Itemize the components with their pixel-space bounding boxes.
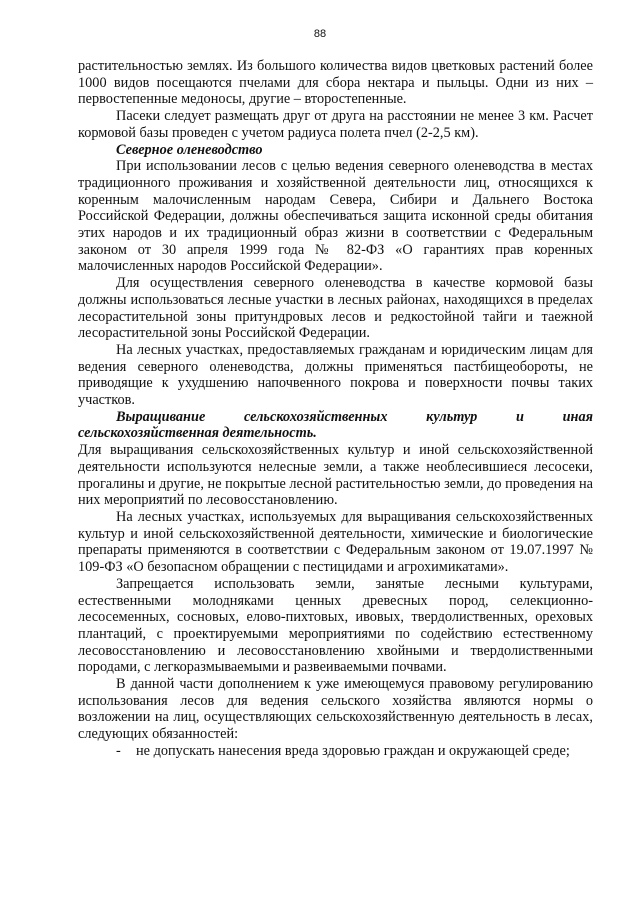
document-body <box>78 58 593 760</box>
heading-agriculture: Выращивание сельскохозяйственных культур и иная сельскохозяйственная деятельность. <box>78 408 593 442</box>
paragraph-reindeer-2: Для осуществления северного оленеводства в качестве кормовой базы должны использоваться лесные участки в лесных районах, находящихся в пределах лесорастительной зоны притундровых лесов и редкостойной тайги и таежной лесорастительной зоны Российской Федерации. <box>78 275 593 342</box>
paragraph-agriculture-4: В данной части дополнением к уже имеющемуся правовому регулированию использования лесов для ведения сельского хозяйства являются нормы о возложении на лиц, осуществляющих сельскохозяйственную деятельность в лесах, следующих обязанностей: <box>78 676 593 743</box>
paragraph-reindeer-3: На лесных участках, предоставляемых гражданам и юридическим лицам для ведения северного оленеводства, должны применяться пастбищеобороты, не приводящие к ухудшению напочвенного покрова и поверхности почвы таких участков. <box>78 341 593 409</box>
list-item-text: не допускать нанесения вреда здоровью граждан и окружающей среде; <box>136 742 570 759</box>
paragraph-agriculture-2: На лесных участках, используемых для выращивания сельскохозяйственных культур и иной сельскохозяйственной деятельности, химические и биологические препараты применяются в соответствии с Федеральным законом от 19.07.1997 № 109-ФЗ «О безопасном обращении с пестицидами и агрохимикатами». <box>78 508 593 576</box>
paragraph-agriculture-1: Для выращивания сельскохозяйственных культур и иной сельскохозяйственной деятельности используются нелесные земли, а также необлесившиеся лесосеки, прогалины и другие, не покрытые лесной растительностью земли, до проведения на них мероприятий по лесовосстановлению. <box>78 442 593 509</box>
paragraph-apiaries: Пасеки следует размещать друг от друга на расстоянии не менее 3 км. Расчет кормовой базы проведен с учетом радиуса полета пчел (2-2,5 км). <box>78 108 593 141</box>
list-item-obligation <box>78 743 593 760</box>
obligations-list <box>78 743 593 760</box>
page-number: 88 <box>313 28 327 40</box>
list-bullet-dash: - <box>116 742 121 759</box>
paragraph-continuation: растительностью землях. Из большого количества видов цветковых растений более 1000 видов посещаются пчелами для сбора нектара и пыльцы. Одни из них – первостепенные медоносы, другие – второстепенные. <box>78 58 593 108</box>
heading-reindeer: Северное оленеводство <box>116 141 263 158</box>
paragraph-agriculture-3: Запрещается использовать земли, занятые лесными культурами, естественными молодняками ценных древесных пород, селекционно-лесосеменных, сосновых, елово-пихтовых, ивовых, твердолиственных, ореховых плантаций, с проектируемыми мероприятиями по содействию естественному лесовосстановлению и лесовосстановлению хвойными и твердолиственными породами, с легкоразмываемыми и развеиваемыми почвами. <box>78 575 593 676</box>
paragraph-reindeer-1: При использовании лесов с целью ведения северного оленеводства в местах традиционного проживания и хозяйственной деятельности лиц, относящихся к коренным малочисленным народам Севера, Сибири и Дальнего Востока Российской Федерации, должны обеспечиваться защита исконной среды обитания этих народов и их традиционный образ жизни в соответствии с Федеральным законом от 30 апреля 1999 года № 82-ФЗ «О гарантиях прав коренных малочисленных народов Российской Федерации». <box>78 158 593 275</box>
